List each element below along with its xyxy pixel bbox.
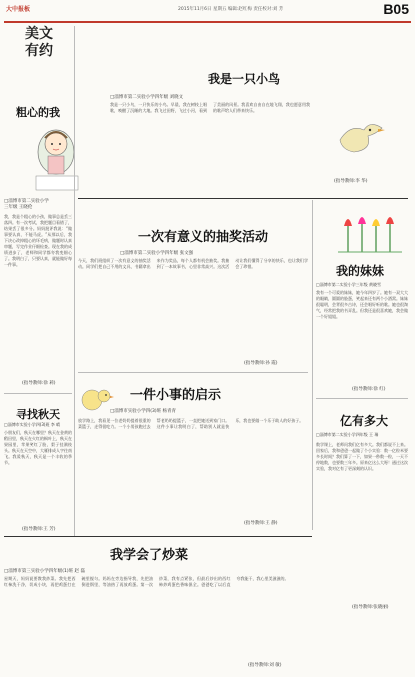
article-teacher-autumn: (指导教师:王 芳)	[22, 527, 56, 532]
header-divider	[4, 21, 411, 23]
article-title-sister: 我的妹妹	[336, 264, 385, 278]
article-title-small-thing: 一件小事的启示	[130, 388, 222, 403]
page-number: B05	[383, 1, 409, 17]
article-title-autumn: 寻找秋天	[16, 408, 60, 421]
right-vertical-divider	[312, 200, 313, 530]
article-body-bird: 我是一只小鸟，一只快乐的小鸟。早晨，我在树枝上唱歌，唤醒了沉睡的大地。我飞过田野，飞过小河，看到了美丽的风景。我喜欢自由自在地飞翔，我也愿意用我的歌声给人们带来快乐。	[110, 102, 310, 113]
article-title-careless: 粗心的我	[16, 106, 60, 119]
article-title-hundred-million: 亿有多大	[340, 414, 389, 428]
article-byline-autumn: □淄博市实验小学四(3)班 李 晴	[4, 422, 60, 427]
article-byline-hundred-million: □淄博市第二实验小学四年级 王 瑞	[316, 432, 379, 437]
lottery-section-divider	[78, 372, 308, 373]
cartoon-girl-illustration	[30, 120, 86, 200]
article-body-lottery: 今天，我们班组织了一次有意义的抽奖活动。同学们把自己不用的文具、书籍拿出来作为奖品，每个人都有机会抽奖。我抽到了一本故事书，心里非常高兴。这次活动让我们懂得了分享的快乐，也让我们学会了珍惜。	[78, 258, 308, 269]
chick-illustration	[78, 384, 114, 414]
article-body-sister: 我有一个可爱的妹妹，她今年四岁了。她有一双大大的眼睛，圆圆的脸蛋，笑起来还有两个小酒窝。妹妹很聪明，会背很多古诗，还会唱好听的歌。她也很淘气，经常把我的书弄乱。但我还是很喜欢她，我会做一个好姐姐。	[316, 290, 408, 319]
article-body-autumn: 小朋友们，秋天在哪里？秋天在金黄的稻田里，秋天在火红的枫叶上，秋天在果园里，苹果笑红了脸，梨子挂满枝头。秋天在天空中，大雁排成人字往南飞。我爱秋天，秋天是一个丰收的季节。	[4, 430, 72, 465]
article-byline-bird: □淄博市第二实验小学四年级 刘晓文	[110, 95, 184, 100]
column-title-line2: 有约	[25, 43, 53, 59]
article-teacher-lottery: (指导教师:孙 霞)	[244, 361, 278, 366]
article-byline-lottery: □淄博市第二实验小学四年级 张文强	[120, 251, 194, 256]
article-title-bird: 我是一只小鸟	[208, 72, 281, 86]
article-body-cooking: 星期天，妈妈说要教我炒菜。我先把西红柿洗干净，切成小块，再把鸡蛋打在碗里搅匀。妈妈在旁边指导我，先把油倒进锅里，等油热了再放鸡蛋。第一次炒菜，我有点紧张，但最后炒出的西红柿炒鸡蛋色香味俱全。爸爸吃了以后直夸我能干，我心里美滋滋的。	[4, 576, 289, 587]
article-byline-sister: □淄博市第二实验小学三年级 黄晓雪	[316, 282, 382, 287]
article-teacher-cooking: (指导教师:刘 敏)	[248, 663, 282, 668]
left-column-divider	[4, 393, 72, 394]
date-line: 2015年11月6日 星期五 编辑:赵红梅 责任校对:刘 芳	[178, 7, 284, 12]
article-byline-small-thing: □淄博市实验小学四(3)班 杨青青	[110, 409, 177, 414]
tulip-illustration	[334, 206, 406, 256]
article-teacher-sister: (指导教师:徐 红)	[352, 387, 386, 392]
bird-section-divider	[78, 198, 408, 199]
paper-brand: 大中报板	[6, 6, 31, 13]
column-title	[10, 26, 68, 68]
article-byline-cooking: □淄博市第三实验小学四年级(1)班 赵 磊	[4, 569, 85, 574]
article-title-lottery: 一次有意义的抽奖活动	[138, 230, 269, 245]
bird-illustration	[330, 110, 390, 170]
article-byline-careless: □淄博市第二实验小学 三年级 王晓伦	[4, 199, 49, 210]
article-body-hundred-million: 数学课上，老师问我们亿有多大。我们都说不上来。回家后，我和爸爸一起做了个小实验：数一亿粒米要多长时间？我们算了一下，如果一秒数一粒，一天不停地数，也要数三年多。原来亿这么大呀！通过这次实验，我对亿有了更深刻的认识。	[316, 442, 408, 471]
left-vertical-divider	[74, 26, 75, 536]
sister-section-divider	[316, 398, 408, 399]
article-teacher-careless: (指导教师:徐 莉)	[22, 381, 56, 386]
article-body-small-thing: 放学路上，我看见一位老奶奶提着很重的菜篮子，走得很吃力。一个小男孩跑过去帮老奶奶提篮子，一直把她送到家门口。这件小事让我明白了，帮助别人就是快乐，我也要做一个乐于助人的好孩子。	[78, 418, 304, 429]
article-title-cooking: 我学会了炒菜	[110, 548, 189, 563]
column-title-line1: 美文	[25, 26, 53, 42]
article-teacher-hundred-million: (指导教师:张晓丽)	[352, 605, 389, 610]
article-teacher-small-thing: (指导教师:王 静)	[244, 521, 278, 526]
article-teacher-bird: (指导教师:李 华)	[334, 179, 368, 184]
article-body-careless: 我，我是个粗心的小孩，做事总是丢三落四。有一次考试，我把题目看错了，结果丢了很多分。妈妈批评我说：“做事要认真，不能马虎。”从那以后，我下决心改掉粗心的坏毛病，做题时认真审题，写完作业仔细检查。现在我的成绩进步了，老师和同学都夸我变细心了。我明白了，只要认真，就能做好每一件事。	[4, 214, 72, 267]
bottom-section-divider	[4, 536, 312, 537]
